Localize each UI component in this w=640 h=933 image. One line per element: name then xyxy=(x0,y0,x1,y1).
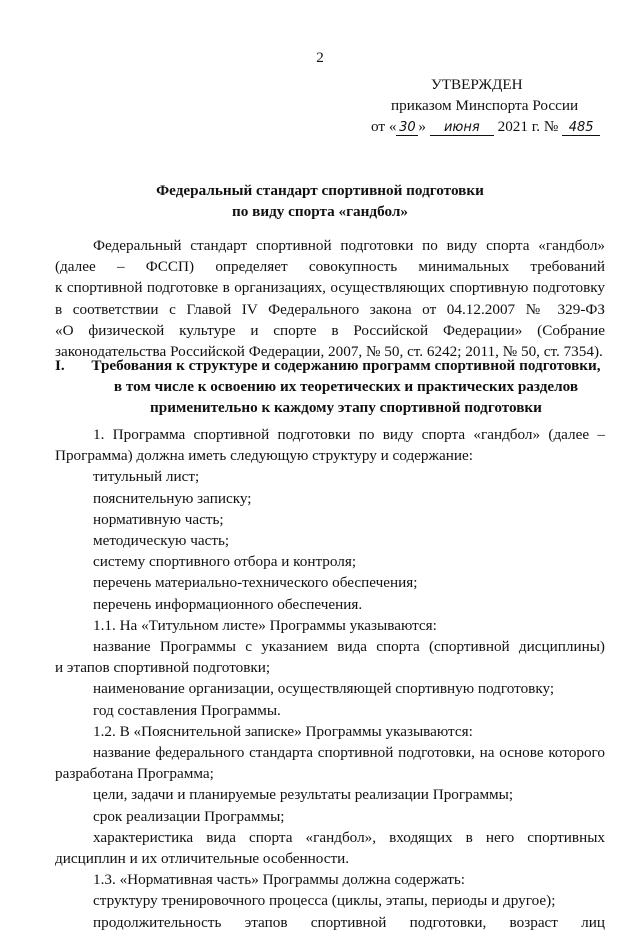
approval-year: 2021 г. № xyxy=(497,118,559,136)
handwritten-number: 485 xyxy=(562,120,600,136)
intro-paragraph xyxy=(55,235,605,362)
section-title-line: в том числе к освоению их теоретических и практических разделов xyxy=(113,378,579,396)
intro-line: «О физической культуре и спорте в Российской Федерации» (Собрание xyxy=(55,321,605,339)
list-item: срок реализации Программы; xyxy=(93,807,285,825)
list-item: название Программы с указанием вида спорта (спортивной дисциплины) xyxy=(93,638,605,656)
paragraph-1: 1. Программа спортивной подготовки по виду спорта «гандбол» (далее – xyxy=(93,426,605,443)
intro-line: в соответствии с Главой IV Федерального закона от 04.12.2007 № 329-ФЗ xyxy=(55,300,605,318)
intro-line: (далее – ФССП) определяет совокупность минимальных требований xyxy=(55,258,605,276)
approval-date-line xyxy=(371,116,621,137)
list-item: перечень информационного обеспечения. xyxy=(93,595,363,613)
paragraph-1-cont: Программа) должна иметь следующую структуру и содержание: xyxy=(55,447,473,465)
section-title xyxy=(87,355,605,419)
list-item: методическую часть; xyxy=(93,532,230,550)
approval-block xyxy=(371,74,621,138)
intro-line: законодательства Российской Федерации, 2007, № 50, ст. 6242; 2011, № 50, ст. 7354). xyxy=(55,343,603,361)
approval-heading: УТВЕРЖДЕН xyxy=(431,76,523,93)
section-title-line: применительно к каждому этапу спортивной подготовки xyxy=(150,399,542,417)
list-item: пояснительную записку; xyxy=(93,489,252,507)
approval-sep: » xyxy=(418,118,427,136)
subsection-1-2: 1.2. В «Пояснительной записке» Программы указываются: xyxy=(93,722,473,740)
list-item: название федерального стандарта спортивной подготовки, на основе которого xyxy=(93,744,605,762)
handwritten-day: 30 xyxy=(396,120,418,136)
approval-order: приказом Минспорта России xyxy=(391,97,579,115)
list-item: год составления Программы. xyxy=(93,701,281,719)
intro-line: Федеральный стандарт спортивной подготовки по виду спорта «гандбол» xyxy=(93,237,605,254)
handwritten-month: июня xyxy=(430,120,494,136)
section-heading xyxy=(55,355,605,419)
list-item: продолжительность этапов спортивной подготовки, возраст лиц xyxy=(93,913,605,931)
list-item: цели, задачи и планируемые результаты реализации Программы; xyxy=(93,786,514,804)
list-item: перечень материально-технического обеспечения; xyxy=(93,574,418,592)
subsection-1-3: 1.3. «Нормативная часть» Программы должна содержать: xyxy=(93,871,465,889)
title-line-1: Федеральный стандарт спортивной подготовки xyxy=(156,182,484,199)
list-item-cont: и этапов спортивной подготовки; xyxy=(55,659,271,677)
list-item: нормативную часть; xyxy=(93,510,224,528)
list-item: систему спортивного отбора и контроля; xyxy=(93,553,357,571)
list-item: структуру тренировочного процесса (циклы, этапы, периоды и другое); xyxy=(93,892,556,910)
list-item: титульный лист; xyxy=(93,468,200,486)
page-number: 2 xyxy=(316,49,324,66)
title-line-2: по виду спорта «гандбол» xyxy=(232,203,408,221)
program-content xyxy=(55,424,605,933)
list-item: наименование организации, осуществляющей спортивную подготовку; xyxy=(93,680,555,698)
list-item-cont: дисциплин и их отличительные особенности. xyxy=(55,850,350,868)
intro-line: к спортивной подготовке в организациях, осуществляющих спортивную подготовку xyxy=(55,279,605,297)
subsection-1-1: 1.1. На «Титульном листе» Программы указываются: xyxy=(93,616,437,634)
approval-from: от « xyxy=(371,118,397,136)
section-number: I. xyxy=(55,357,65,374)
list-item: характеристика вида спорта «гандбол», входящих в него спортивных xyxy=(93,828,605,846)
section-title-line: Требования к структуре и содержанию программ спортивной подготовки, xyxy=(91,357,601,374)
document-title xyxy=(0,180,640,222)
list-item-cont: разработана Программа; xyxy=(55,765,214,783)
